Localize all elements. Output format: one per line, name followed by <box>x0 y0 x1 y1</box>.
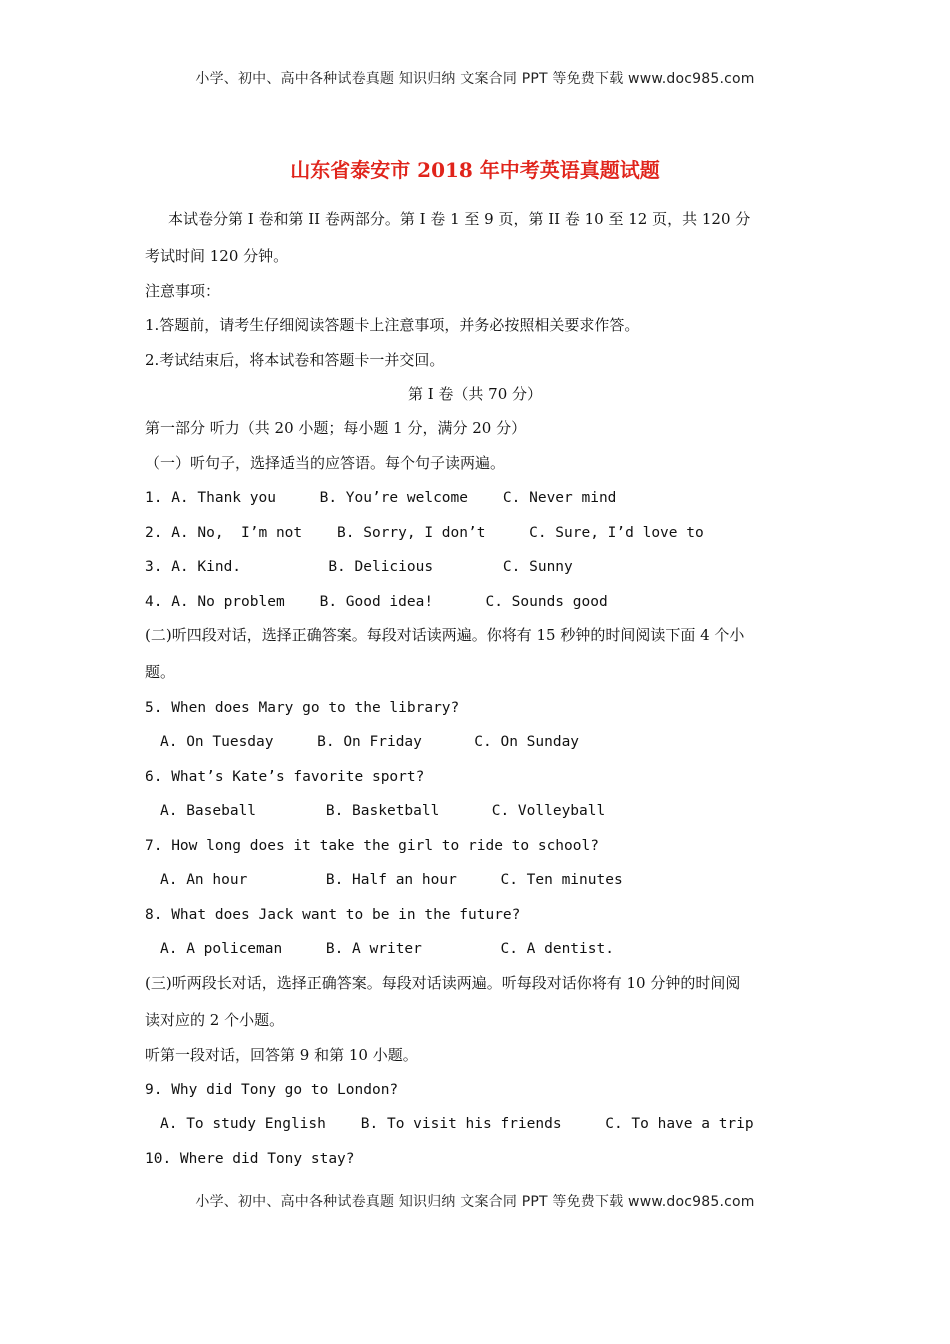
question-1: 1. A. Thank you B. You’re welcome C. Never mind <box>145 490 617 506</box>
question-7: 7. How long does it take the girl to ride to school? <box>145 838 599 854</box>
section2-instruction-1: (二)听四段对话，选择正确答案。每段对话读两遍。你将有 15 秒钟的时间阅读下面 4 个小 <box>145 626 745 644</box>
volume-heading: 第 I 卷（共 70 分） <box>407 385 543 403</box>
section3-sub-instruction: 听第一段对话，回答第 9 和第 10 小题。 <box>145 1046 418 1064</box>
question-4: 4. A. No problem B. Good idea! C. Sounds good <box>145 594 608 610</box>
page-footer: 小学、初中、高中各种试卷真题 知识归纳 文案合同 PPT 等免费下载 www.doc985.com <box>195 1194 755 1210</box>
question-5-options: A. On Tuesday B. On Friday C. On Sunday <box>160 734 580 750</box>
question-6-options: A. Baseball B. Basketball C. Volleyball <box>160 803 606 819</box>
question-3: 3. A. Kind. B. Delicious C. Sunny <box>145 559 573 575</box>
question-9-options: A. To study English B. To visit his friends C. To have a trip <box>160 1116 754 1132</box>
question-10: 10. Where did Tony stay? <box>145 1151 355 1167</box>
question-9: 9. Why did Tony go to London? <box>145 1082 399 1098</box>
part1-heading: 第一部分 听力（共 20 小题；每小题 1 分，满分 20 分） <box>145 419 527 437</box>
notes-heading: 注意事项： <box>145 282 221 300</box>
section1-instruction: （一）听句子，选择适当的应答语。每个句子读两遍。 <box>145 454 506 472</box>
question-6: 6. What’s Kate’s favorite sport? <box>145 769 425 785</box>
question-8-options: A. A policeman B. A writer C. A dentist. <box>160 941 614 957</box>
notes-item-2: 2.考试结束后，将本试卷和答题卡一并交回。 <box>145 351 445 369</box>
question-7-options: A. An hour B. Half an hour C. Ten minutes <box>160 872 623 888</box>
question-5: 5. When does Mary go to the library? <box>145 700 460 716</box>
intro-line-2: 考试时间 120 分钟。 <box>145 247 289 265</box>
question-8: 8. What does Jack want to be in the future? <box>145 907 521 923</box>
page-header: 小学、初中、高中各种试卷真题 知识归纳 文案合同 PPT 等免费下载 www.doc985.com <box>195 71 755 87</box>
question-2: 2. A. No, I’m not B. Sorry, I don’t C. Sure, I’d love to <box>145 525 704 541</box>
exam-title: 山东省泰安市 2018 年中考英语真题试题 <box>290 158 660 182</box>
intro-line-1: 本试卷分第 I 卷和第 II 卷两部分。第 I 卷 1 至 9 页，第 II 卷 10 至 12 页，共 120 分 <box>168 210 751 228</box>
section3-instruction-2: 读对应的 2 个小题。 <box>145 1011 285 1029</box>
notes-item-1: 1.答题前，请考生仔细阅读答题卡上注意事项，并务必按照相关要求作答。 <box>145 316 640 334</box>
section2-instruction-2: 题。 <box>145 663 176 681</box>
section3-instruction-1: (三)听两段长对话，选择正确答案。每段对话读两遍。听每段对话你将有 10 分钟的时间阅 <box>145 974 741 992</box>
